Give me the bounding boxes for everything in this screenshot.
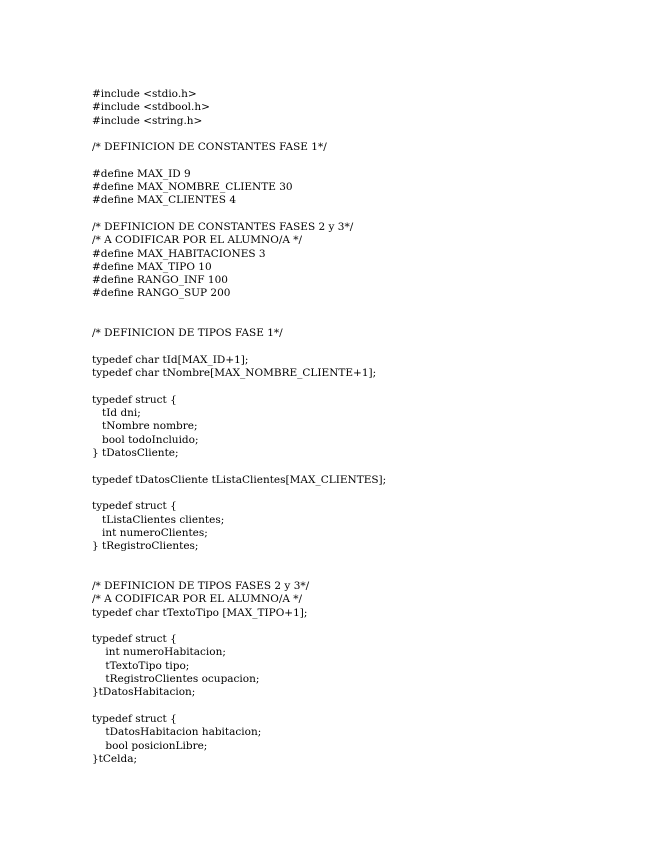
code-line: tTextoTipo tipo; xyxy=(92,659,190,672)
code-line xyxy=(92,620,386,633)
code-line xyxy=(92,381,386,394)
code-line: } tRegistroClientes; xyxy=(92,540,199,553)
code-line xyxy=(92,208,386,221)
code-line: typedef tDatosCliente tListaClientes[MAX_CLIENTES]; xyxy=(92,473,387,486)
code-line: tRegistroClientes ocupacion; xyxy=(92,673,260,686)
code-line: tListaClientes clientes; xyxy=(92,513,225,526)
code-line: #include <stdio.h> xyxy=(92,88,197,100)
code-line: #define MAX_ID 9 xyxy=(92,167,191,180)
code-line xyxy=(92,700,386,713)
code-line: typedef struct { xyxy=(92,633,177,646)
code-line: #define MAX_TIPO 10 xyxy=(92,260,212,273)
code-line: tDatosHabitacion habitacion; xyxy=(92,726,262,739)
code-line xyxy=(92,487,386,500)
code-listing xyxy=(92,88,386,766)
code-line: tNombre nombre; xyxy=(92,420,198,433)
code-line xyxy=(92,154,386,167)
code-line: typedef char tTextoTipo [MAX_TIPO+1]; xyxy=(92,606,308,619)
code-line: /* A CODIFICAR POR EL ALUMNO/A */ xyxy=(92,593,303,606)
code-line: #define RANGO_INF 100 xyxy=(92,274,228,287)
code-line: typedef struct { xyxy=(92,393,177,406)
code-line: int numeroHabitacion; xyxy=(92,646,226,659)
code-line: #define MAX_CLIENTES 4 xyxy=(92,194,236,207)
code-line: #include <string.h> xyxy=(92,114,203,127)
code-line: typedef char tId[MAX_ID+1]; xyxy=(92,353,249,366)
code-line: tId dni; xyxy=(92,407,141,420)
code-line: }tCelda; xyxy=(92,752,138,765)
code-line: bool posicionLibre; xyxy=(92,739,208,752)
code-line: bool todoIncluido; xyxy=(92,433,199,446)
code-line: #define RANGO_SUP 200 xyxy=(92,287,231,300)
code-line: /* DEFINICION DE TIPOS FASES 2 y 3*/ xyxy=(92,579,310,592)
code-line: /* DEFINICION DE CONSTANTES FASE 1*/ xyxy=(92,141,327,154)
code-line xyxy=(92,314,386,327)
code-line: #define MAX_HABITACIONES 3 xyxy=(92,247,266,260)
code-line: typedef struct { xyxy=(92,500,177,513)
code-line: } tDatosCliente; xyxy=(92,447,179,460)
code-line: /* DEFINICION DE CONSTANTES FASES 2 y 3*/ xyxy=(92,220,354,233)
code-line: /* DEFINICION DE TIPOS FASE 1*/ xyxy=(92,327,283,340)
code-line: }tDatosHabitacion; xyxy=(92,686,196,699)
code-line: typedef char tNombre[MAX_NOMBRE_CLIENTE+1]; xyxy=(92,367,377,380)
code-line: /* A CODIFICAR POR EL ALUMNO/A */ xyxy=(92,234,303,247)
code-line xyxy=(92,301,386,314)
code-line xyxy=(92,460,386,473)
code-line: int numeroClientes; xyxy=(92,526,208,539)
code-line: #define MAX_NOMBRE_CLIENTE 30 xyxy=(92,181,293,194)
code-line xyxy=(92,128,386,141)
code-line xyxy=(92,341,386,354)
code-line xyxy=(92,567,386,580)
code-line: typedef struct { xyxy=(92,712,177,725)
code-line: #include <stdbool.h> xyxy=(92,101,210,114)
code-line xyxy=(92,553,386,566)
